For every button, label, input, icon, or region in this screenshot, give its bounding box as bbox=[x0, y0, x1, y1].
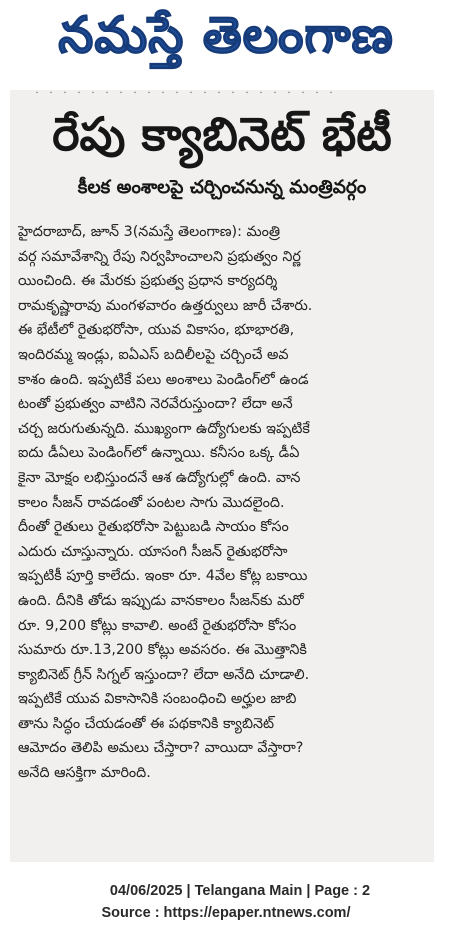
article-line: కాశం ఉంది. ఇప్పటికే పలు అంశాలు పెండింగ్‌లో ఉండ bbox=[18, 371, 309, 388]
clipping-cut-edge: ˙˙˙˙˙˙˙˙˙˙˙˙˙˙˙˙˙˙˙˙˙˙ bbox=[34, 90, 342, 102]
article-line: ఆమోదం తెలిపి అమలు చేస్తారా? వాయిదా వేస్తారా? bbox=[18, 740, 304, 757]
article-line: వర్గ సమావేశాన్ని రేపు నిర్వహించాలని ప్రభుత్వం నిర్ణ bbox=[18, 248, 301, 265]
footer-separator: | bbox=[182, 883, 195, 899]
article-line: ఇప్పటికీ పూర్తి కాలేదు. ఇంకా రూ. 4వేల కోట్ల బకాయి bbox=[18, 568, 308, 585]
article-line: ఇందిరమ్మ ఇండ్లు, ఐఏఎస్ బదిలీలపై చర్చించే అవ bbox=[18, 346, 289, 363]
article-line: ఎదురు చూస్తున్నారు. యాసంగి సీజన్ రైతుభరోసా bbox=[18, 543, 288, 560]
article-line: హైదరాబాద్, జూన్ 3(నమస్తే తెలంగాణ): మంత్రి bbox=[18, 224, 281, 240]
article-line: క్యాబినెట్ గ్రీన్ సిగ్నల్ ఇస్తుందా? లేదా అనేది చూడాలి. bbox=[18, 666, 310, 683]
article-line: కైనా మోక్షం లభిస్తుందనే ఆశ ఉద్యోగుల్లో ఉంది. వాన bbox=[18, 469, 301, 486]
article-line: తాను సిద్ధం చేయడంతో ఈ పథకానికి క్యాబినెట్ bbox=[18, 715, 275, 732]
article-line: యించింది. ఈ మేరకు ప్రభుత్వ ప్రధాన కార్యదర్శి bbox=[18, 273, 278, 290]
article-line: ఐదు డీఏలు పెండింగ్‌లో ఉన్నాయి. కనీసం ఒక్క డీఏ bbox=[18, 445, 300, 462]
article-line: సుమారు రూ.13,200 కోట్లు అవసరం. ఈ మొత్తానికి bbox=[18, 642, 307, 659]
article-line: రామకృష్ణారావు మంగళవారం ఉత్తర్వులు జారీ చేశారు. bbox=[18, 297, 313, 314]
masthead bbox=[0, 0, 452, 82]
article-line: ఈ భేటీలో రైతుభరోసా, యువ వికాసం, భూభారతి, bbox=[18, 322, 295, 339]
page-footer bbox=[0, 880, 452, 936]
footer-info-line bbox=[0, 880, 452, 902]
article-body bbox=[18, 220, 428, 786]
article-line: ఇప్పటికే యువ వికాసానికి సంబంధించి అర్హుల జాబి bbox=[18, 691, 297, 708]
footer-separator: | bbox=[302, 883, 315, 899]
newspaper-logo: నమస్తే తెలంగాణ bbox=[58, 5, 394, 64]
footer-edition: Telangana Main bbox=[194, 883, 303, 899]
footer-source: Source : https://epaper.ntnews.com/ bbox=[101, 905, 351, 921]
article-line: ఉంది. దీనికి తోడు ఇప్పుడు వానకాలం సీజన్‌కు మరో bbox=[18, 592, 304, 609]
article-headline: రేపు క్యాబినెట్ భేటీ bbox=[52, 107, 392, 161]
article-line: అనేది ఆసక్తిగా మారింది. bbox=[18, 765, 151, 782]
article-clipping bbox=[10, 90, 434, 862]
article-line: టంతో ప్రభుత్వం వాటిని నెరవేరుస్తుందా? లేదా అనే bbox=[18, 396, 293, 413]
article-line: చర్చ జరుగుతున్నది. ముఖ్యంగా ఉద్యోగులకు ఇప్పటికే bbox=[18, 420, 310, 437]
article-line: రూ. 9,200 కోట్లు కావాలి. అంటే రైతుభరోసా కోసం bbox=[18, 617, 297, 634]
article-line: కాలం సీజన్ రావడంతో పంటల సాగు మొదలైంది. bbox=[18, 494, 285, 511]
footer-date: 04/06/2025 bbox=[109, 883, 183, 899]
article-line: దీంతో రైతులు రైతుభరోసా పెట్టుబడి సాయం కోసం bbox=[18, 519, 289, 536]
article-subheadline: కీలక అంశాలపై చర్చించనున్న మంత్రివర్గం bbox=[77, 177, 367, 198]
footer-page: Page : 2 bbox=[314, 883, 371, 899]
